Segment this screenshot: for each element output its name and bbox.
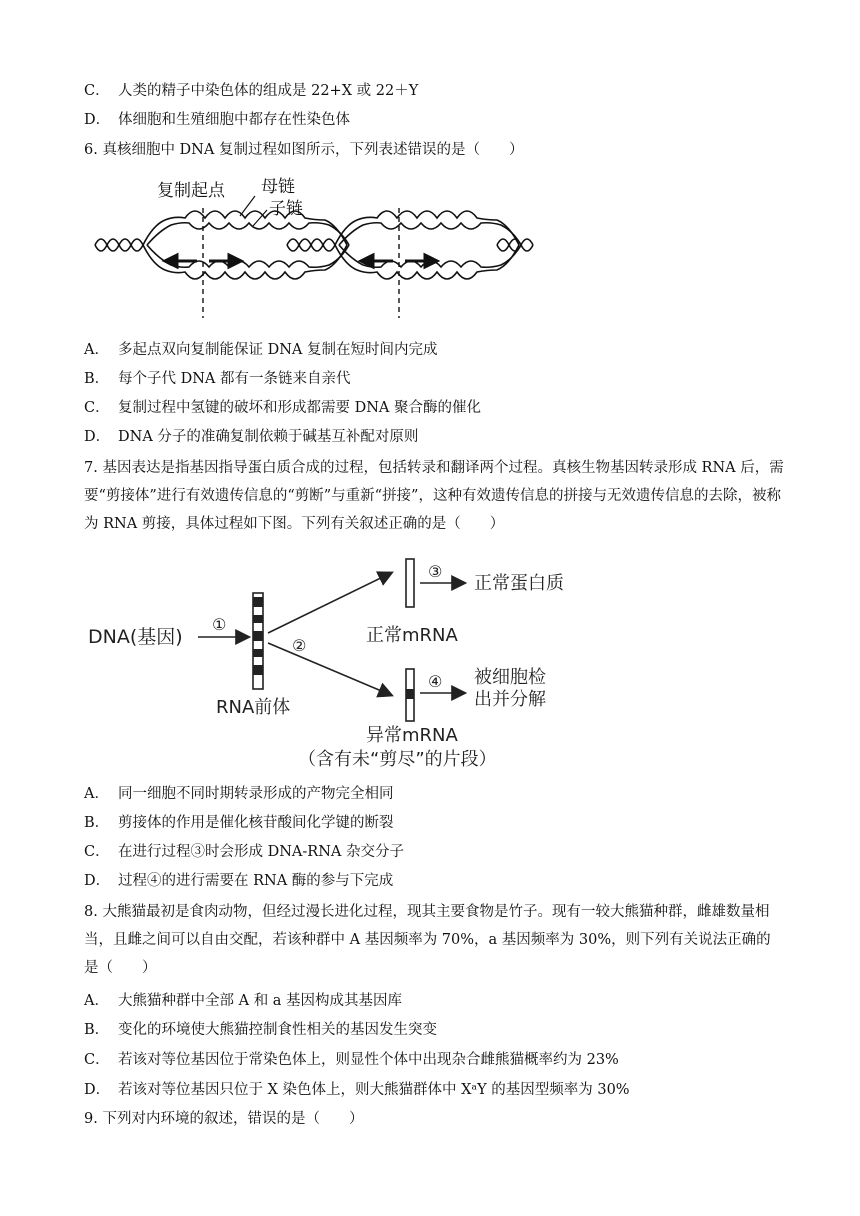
degrade-label-2: 出并分解 [474,689,546,710]
q7-option-a: A． 同一细胞不同时期转录形成的产物完全相同 [84,786,394,802]
rna-precursor-label: RNA前体 [216,697,291,718]
q6-option-c: C． 复制过程中氢键的破坏和形成都需要 DNA 聚合酶的催化 [84,400,482,416]
dna-gene-label: DNA(基因) [88,626,183,648]
abnormal-mrna-label: 异常mRNA [366,725,458,746]
q7-option-b: B． 剪接体的作用是催化核苷酸间化学键的断裂 [84,815,394,831]
q5-option-c: C． 人类的精子中染色体的组成是 22+X 或 22＋Y [84,83,419,99]
q8-stem: 8. 大熊猫最初是食肉动物，但经过漫长进化过程，现其主要食物是竹子。现有一较大熊猫种群，雌雄数量相当，且雌之间可以自由交配，若该种群中 A 基因频率为 70%，a 基因频率为 30%，则下列有关说法正确的是（ ） [84,904,771,976]
step4-label: ④ [428,672,443,691]
q5-option-d: D． 体细胞和生殖细胞中都存在性染色体 [84,112,350,128]
dna-replication-figure [85,170,555,325]
abnormal-note-label: （含有未“剪尽”的片段） [298,749,497,770]
step3-label: ③ [428,562,443,581]
parent-strand-label: 母链 [261,177,295,197]
q7-option-c: C． 在进行过程③时会形成 DNA-RNA 杂交分子 [84,844,404,860]
daughter-strand-label: 子链 [269,199,303,219]
q7-stem: 7. 基因表达是指基因指导蛋白质合成的过程，包括转录和翻译两个过程。真核生物基因转录形成 RNA 后，需要“剪接体”进行有效遗传信息的“剪断”与重新“拼接”，这种有效遗传信息的拼接与无效遗传信息的去除，被称为 RNA 剪接，具体过程如下图。下列有关叙述正确的是（ ） [84,460,784,532]
q6-option-b: B． 每个子代 DNA 都有一条链来自亲代 [84,371,351,387]
normal-mrna-label: 正常mRNA [366,625,458,646]
q6-option-d: D． DNA 分子的准确复制依赖于碱基互补配对原则 [84,429,419,445]
step1-label: ① [212,615,227,634]
normal-protein-label: 正常蛋白质 [474,573,564,594]
step2-label: ② [292,636,307,655]
q8-option-c: C． 若该对等位基因位于常染色体上，则显性个体中出现杂合雌熊猫概率约为 23% [84,1052,619,1068]
q9-stem: 9. 下列对内环境的叙述，错误的是（ ） [84,1111,364,1127]
q6-stem: 6. 真核细胞中 DNA 复制过程如图所示，下列表述错误的是（ ） [84,142,524,158]
rna-splicing-figure [86,555,596,775]
origin-label: 复制起点 [157,181,225,201]
degrade-label-1: 被细胞检 [474,667,546,688]
q8-option-b: B． 变化的环境使大熊猫控制食性相关的基因发生突变 [84,1022,437,1038]
q8-option-a: A． 大熊猫种群中全部 A 和 a 基因构成其基因库 [84,993,403,1009]
q7-option-d: D． 过程④的进行需要在 RNA 酶的参与下完成 [84,873,394,889]
q6-option-a: A． 多起点双向复制能保证 DNA 复制在短时间内完成 [84,342,438,358]
q8-option-d: D． 若该对等位基因只位于 X 染色体上，则大熊猫群体中 XᵃY 的基因型频率为 30% [84,1082,630,1098]
